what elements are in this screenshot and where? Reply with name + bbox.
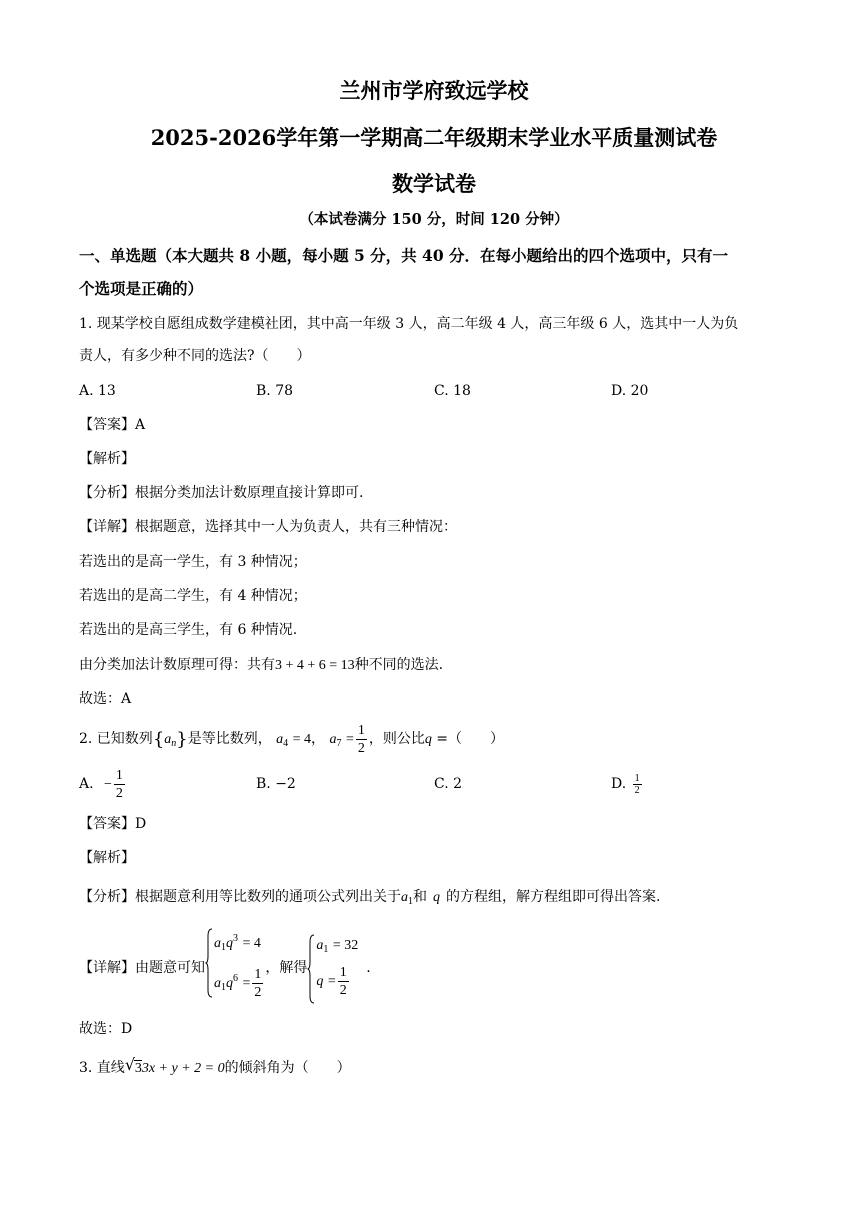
q1-option-b: B. 78 [256, 383, 294, 399]
left-brace-icon [205, 928, 213, 998]
q2-option-a: A. − $\frac{1}{2}$ [79, 767, 123, 801]
q1-stem-line1: 1. 现某学校自愿组成数学建模社团，其中高一年级 3 人，高二年级 4 人，高三年级 6 人，选其中一人为负 [79, 316, 739, 332]
q1-case1: 若选出的是高一学生，有 3 种情况； [79, 554, 307, 570]
exam-note: （本试卷满分 150 分，时间 120 分钟） [299, 211, 569, 228]
q3-expression: 3x + y + 2 = 0 [141, 1061, 225, 1076]
q2-option-a-label: A. [79, 776, 94, 792]
q2-eq2-fraction: $\frac{1}{2}$ [254, 966, 262, 1000]
q2-sol1: = 32 [332, 938, 359, 953]
q1-fenxi: 【分析】根据分类加法计数原理直接计算即可. [79, 485, 364, 501]
q1-option-a: A. 13 [79, 383, 116, 399]
exam-title: 2025-2026学年第一学期高二年级期末学业水平质量测试卷 [150, 125, 718, 150]
q2-a7-fraction: $\frac{1}{2}$ [357, 722, 365, 756]
q1-conclusion-suffix: 种不同的选法. [354, 657, 444, 673]
q2-eq1: = 4 [242, 936, 261, 951]
q2-stem-mid2: ， [311, 731, 326, 747]
q2-fenxi-prefix: 【分析】根据题意利用等比数列的通项公式列出关于 [79, 889, 401, 905]
q2-option-d-label: D. [611, 776, 627, 792]
q2-equation-system: $a_1q^3 = 4$ $a_1q^6$ = $\frac{1}{2}$ [205, 928, 265, 1008]
q2-a4: = 4 [292, 732, 312, 747]
q2-sol2: = [327, 974, 336, 989]
q1-choose: 故选：A [79, 691, 132, 707]
q1-option-c: C. 18 [434, 383, 471, 399]
q2-stem-mid3: ，则公比 [368, 731, 425, 747]
q2-sol2-fraction: $\frac{1}{2}$ [339, 964, 347, 998]
q1-stem-line2: 责人，有多少种不同的选法?（ ） [79, 348, 311, 364]
q1-conclusion-expression: 3 + 4 + 6 = 13 [275, 658, 355, 673]
q3-stem-prefix: 3. 直线 [79, 1060, 125, 1076]
q3-stem-suffix: 的倾斜角为（ ） [224, 1060, 351, 1076]
q1-analysis-label: 【解析】 [79, 451, 135, 467]
section1-title-line2: 个选项是正确的） [79, 279, 204, 298]
q2-detail-prefix: 【详解】由题意可知 [79, 960, 205, 976]
q2-option-a-fraction: $\frac{1}{2}$ [115, 767, 123, 801]
q2-fenxi: 【分析】根据题意利用等比数列的通项公式列出关于$a_1$和 q 的方程组，解方程组即可得出答案. [79, 889, 661, 907]
subject-title: 数学试卷 [392, 171, 476, 196]
q2-stem-mid1: 是等比数列， [187, 731, 272, 747]
q2-detail-mid: ，解得 [265, 960, 308, 976]
q3-stem [79, 1055, 351, 1078]
sqrt-icon: √ 3 [124, 1055, 142, 1076]
q2-choose: 故选：D [79, 1021, 133, 1037]
q2-eq2: = [242, 976, 251, 991]
q2-stem-suffix: =（ ） [436, 731, 505, 747]
q1-option-d: D. 20 [611, 383, 649, 399]
q2-analysis-label: 【解析】 [79, 850, 135, 866]
q1-detail: 【详解】根据题意，选择其中一人为负责人，共有三种情况： [79, 519, 457, 535]
q2-stem: 2. 已知数列$\{a_n\}$是等比数列， $a_4 = 4$， $a_7$ = $\frac{1}{2}$ ，则公比q =（ ） [79, 722, 505, 756]
q2-option-b: B. −2 [256, 776, 296, 792]
section1-title-line1: 一、单选题（本大题共 8 小题，每小题 5 分，共 40 分．在每小题给出的四个选项中，只有一 [79, 246, 729, 265]
q1-case3: 若选出的是高三学生，有 6 种情况. [79, 622, 298, 638]
q2-fenxi-suffix: 的方程组，解方程组即可得出答案. [446, 889, 661, 905]
q2-a7-eq: = [345, 732, 354, 747]
q2-answer: 【答案】D [79, 816, 147, 832]
q1-case2: 若选出的是高二学生，有 4 种情况； [79, 588, 307, 604]
q2-fenxi-mid: 和 [413, 889, 427, 905]
q2-option-c: C. 2 [434, 776, 463, 792]
q1-conclusion [79, 656, 443, 675]
q1-answer: 【答案】A [79, 417, 146, 433]
q2-seq-a: $a_n$ [164, 732, 177, 749]
school-name: 兰州市学府致远学校 [339, 78, 529, 103]
q1-conclusion-prefix: 由分类加法计数原理可得：共有 [79, 657, 275, 673]
left-brace-icon [307, 934, 315, 1004]
q2-option-d [611, 770, 644, 798]
q2-stem-prefix: 2. 已知数列 [79, 731, 153, 747]
q2-option-d-fraction: $\frac{1}{2}$ [634, 772, 640, 796]
q2-solution-system: $a_1 = 32$ q = $\frac{1}{2}$ [307, 934, 358, 1002]
q2-detail: 【详解】由题意可知 $a_1q^3 = 4$ $a_1q^6$ = $\frac{1}{2}$ ，解得 $a_1 = 32$ q = $\frac{1}{2}$ . [79, 928, 371, 1008]
